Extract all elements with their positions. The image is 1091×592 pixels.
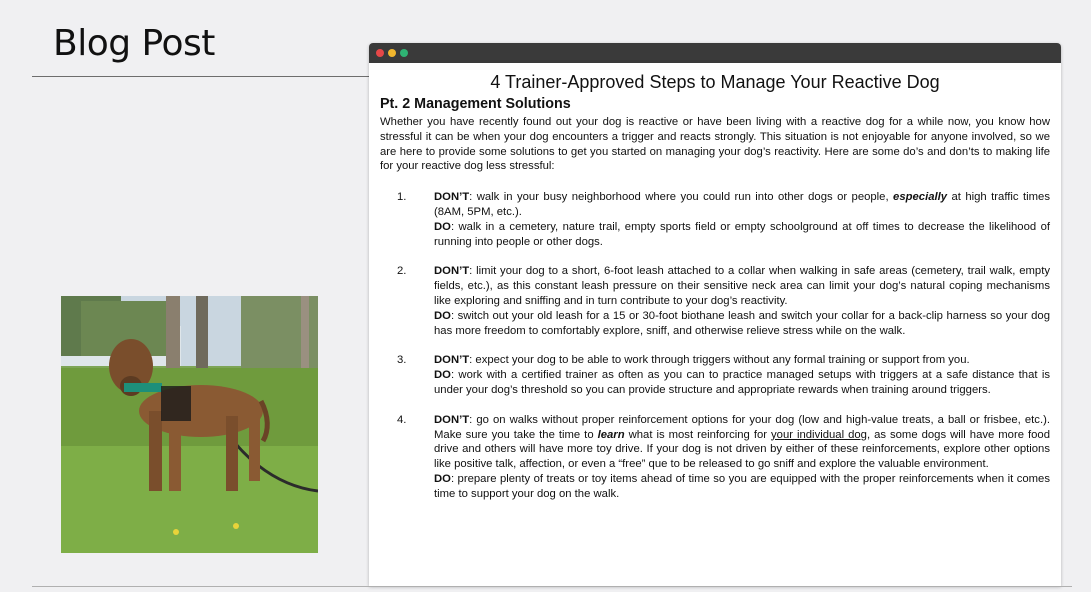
do-text: DO: prepare plenty of treats or toy items ahead of time so you are equipped with the proper reinforcements when it comes time to support your dog on the walk. bbox=[434, 472, 1050, 500]
list-item bbox=[380, 264, 1050, 338]
do-label: DO bbox=[434, 369, 451, 382]
emphasis-text: learn bbox=[597, 428, 625, 441]
dont-text: DON’T: expect your dog to be able to work through triggers without any formal training or support from you. bbox=[434, 354, 970, 367]
step-number: 3. bbox=[397, 354, 407, 367]
emphasis-text: especially bbox=[893, 191, 948, 204]
document-window bbox=[369, 43, 1061, 586]
dont-label: DON’T bbox=[434, 413, 470, 426]
dont-label: DON’T bbox=[434, 191, 470, 204]
list-item bbox=[380, 413, 1050, 502]
step-number: 4. bbox=[397, 413, 407, 426]
intro-paragraph: Whether you have recently found out your dog is reactive or have been living with a reactive dog for a while now, you know how stressful it can be when your dog encounters a trigger and reacts strongly. This situation is not enjoyable for anyone involved, so we are here to provide some solutions to get you started on managing your dog’s reactivity. Here are some do’s and don’ts to making life for your reactive dog less stressful: bbox=[380, 116, 1050, 173]
document-body bbox=[369, 63, 1061, 502]
page-title: Blog Post bbox=[53, 23, 215, 64]
close-icon[interactable] bbox=[376, 49, 384, 57]
title-divider bbox=[32, 76, 372, 77]
document-subtitle: Pt. 2 Management Solutions bbox=[380, 96, 571, 112]
dont-label: DON’T bbox=[434, 265, 470, 278]
underlined-text: your individual dog bbox=[771, 428, 867, 441]
minimize-icon[interactable] bbox=[388, 49, 396, 57]
list-item bbox=[380, 190, 1050, 249]
dog-photo bbox=[61, 296, 318, 553]
dont-text: DON’T: go on walks without proper reinforcement options for your dog (low and high-value treats, a ball or frisbee, etc.). Make sure you take the time to learn what is most reinforcing for your individual dog, as some dogs will have more food drive and others will have more toy drive. If your dog is not driven by either of these reinforcements, explore other options like positive talk, affection, or even a “free” que to be released to go sniff and explore the valuable environment. bbox=[434, 413, 1050, 471]
dont-label: DON’T bbox=[434, 354, 470, 367]
list-item bbox=[380, 353, 1050, 397]
steps-list bbox=[380, 190, 1050, 501]
dont-text: DON’T: limit your dog to a short, 6-foot leash attached to a collar when walking in safe areas (cemetery, trail walk, empty fields, etc.), as this constant leash pressure on their sensitive neck area can limit your dog’s natural coping mechanisms like exploring and sniffing and in turn contribute to your dog’s reactivity. bbox=[434, 265, 1050, 307]
maximize-icon[interactable] bbox=[400, 49, 408, 57]
dont-text: DON’T: walk in your busy neighborhood where you could run into other dogs or people, especially at high traffic times (8AM, 5PM, etc.). bbox=[434, 191, 1050, 218]
step-number: 1. bbox=[397, 191, 407, 204]
bottom-divider bbox=[32, 586, 1072, 587]
do-text: DO: walk in a cemetery, nature trail, empty sports field or empty schoolground at off times to decrease the likelihood of running into people or other dogs. bbox=[434, 220, 1050, 248]
do-text: DO: switch out your old leash for a 15 or 30-foot biothane leash and switch your collar for a back-clip harness so your dog has more freedom to comfortably explore, sniff, and otherwise relieve stress while on the walk. bbox=[434, 309, 1050, 337]
window-titlebar bbox=[369, 43, 1061, 63]
document-title: 4 Trainer-Approved Steps to Manage Your Reactive Dog bbox=[490, 72, 940, 92]
do-label: DO bbox=[434, 220, 451, 233]
step-number: 2. bbox=[397, 265, 407, 278]
do-label: DO bbox=[434, 472, 451, 485]
do-label: DO bbox=[434, 309, 451, 322]
do-text: DO: work with a certified trainer as often as you can to practice managed setups with triggers at a safe distance that is under your dog’s threshold so you can provide structure and appropriate rewards when training around triggers. bbox=[434, 369, 1050, 396]
